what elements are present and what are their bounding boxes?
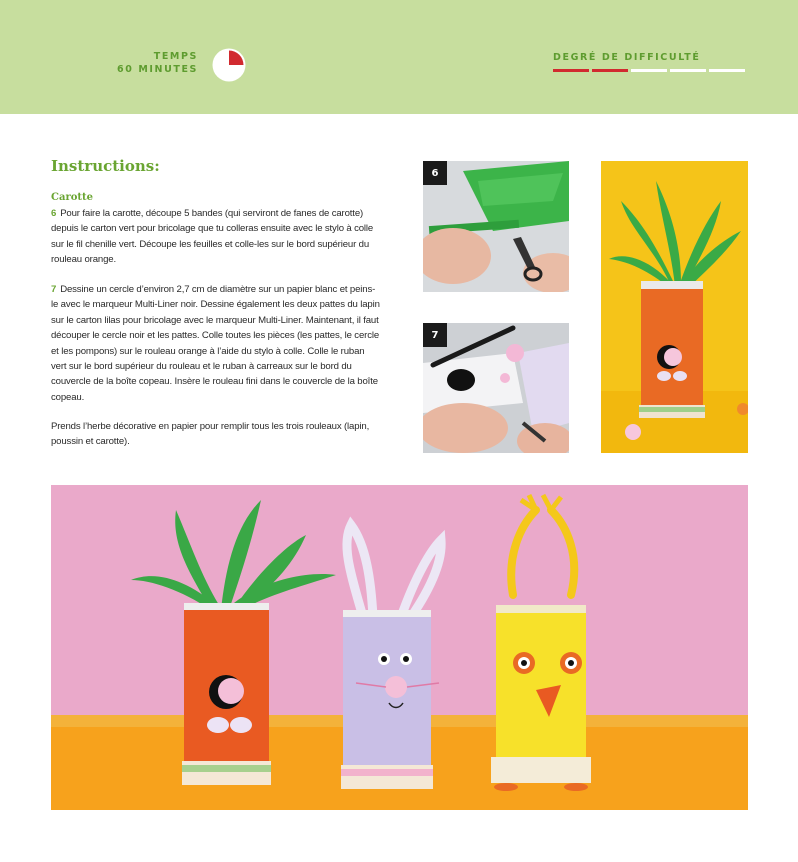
carrot-roll-photo — [601, 161, 748, 453]
step-7-paragraph — [51, 282, 381, 405]
difficulty-label: DEGRÉ DE DIFFICULTÉ — [553, 52, 701, 63]
step-7-photo — [423, 323, 569, 453]
timer-pie-icon — [212, 48, 246, 82]
difficulty-segment — [553, 69, 589, 72]
step-6-text: Pour faire la carotte, découpe 5 bandes (qui serviront de fanes de carotte) depuis le carton vert pour bricolage que tu colleras ensuite avec le stylo à colle sur le fil chenille vert. Découpe les feuilles et colle-les sur le bord supérieur du rouleau orange. — [51, 208, 374, 266]
step-7-badge: 7 — [423, 323, 447, 347]
instructions-title: Instructions: — [51, 157, 160, 175]
difficulty-meter — [553, 69, 748, 72]
step-7-number: 7 — [51, 284, 57, 295]
closing-paragraph: Prends l’herbe décorative en papier pour remplir tous les trois rouleaux (lapin, poussin et carotte). — [51, 421, 370, 448]
step-6-badge: 6 — [423, 161, 447, 185]
step-6-photo — [423, 161, 569, 292]
header-band — [0, 0, 798, 114]
step-6-number: 6 — [51, 208, 57, 219]
step-6-paragraph — [51, 206, 381, 268]
difficulty-segment — [670, 69, 706, 72]
time-label: TEMPS — [153, 51, 198, 62]
step-7-text: Dessine un cercle d’environ 2,7 cm de diamètre sur un papier blanc et peins-le avec le marqueur Multi-Liner noir. Dessine également les deux pattes du lapin sur le carton lilas pour bricolage avec le marqueur Multi-Liner. Maintenant, il faut découper le cercle noir et les pattes. Colle toutes les pièces (les pattes, le cercle et les pompons) sur le rouleau orange à l’aide du stylo à colle. Colle le ruban vert sur le bord supérieur du rouleau et le ruban à carreaux sur le bord du couvercle de la boîte copeau. Insère le rouleau fini dans le couvercle de la boîte copeau. — [51, 284, 380, 403]
time-block — [100, 50, 198, 76]
section-title-carotte: Carotte — [51, 192, 93, 203]
difficulty-segment — [631, 69, 667, 72]
difficulty-block — [553, 52, 748, 64]
difficulty-segment — [709, 69, 745, 72]
difficulty-segment — [592, 69, 628, 72]
finished-rolls-photo — [51, 485, 748, 810]
time-value: 60 MINUTES — [117, 64, 198, 75]
